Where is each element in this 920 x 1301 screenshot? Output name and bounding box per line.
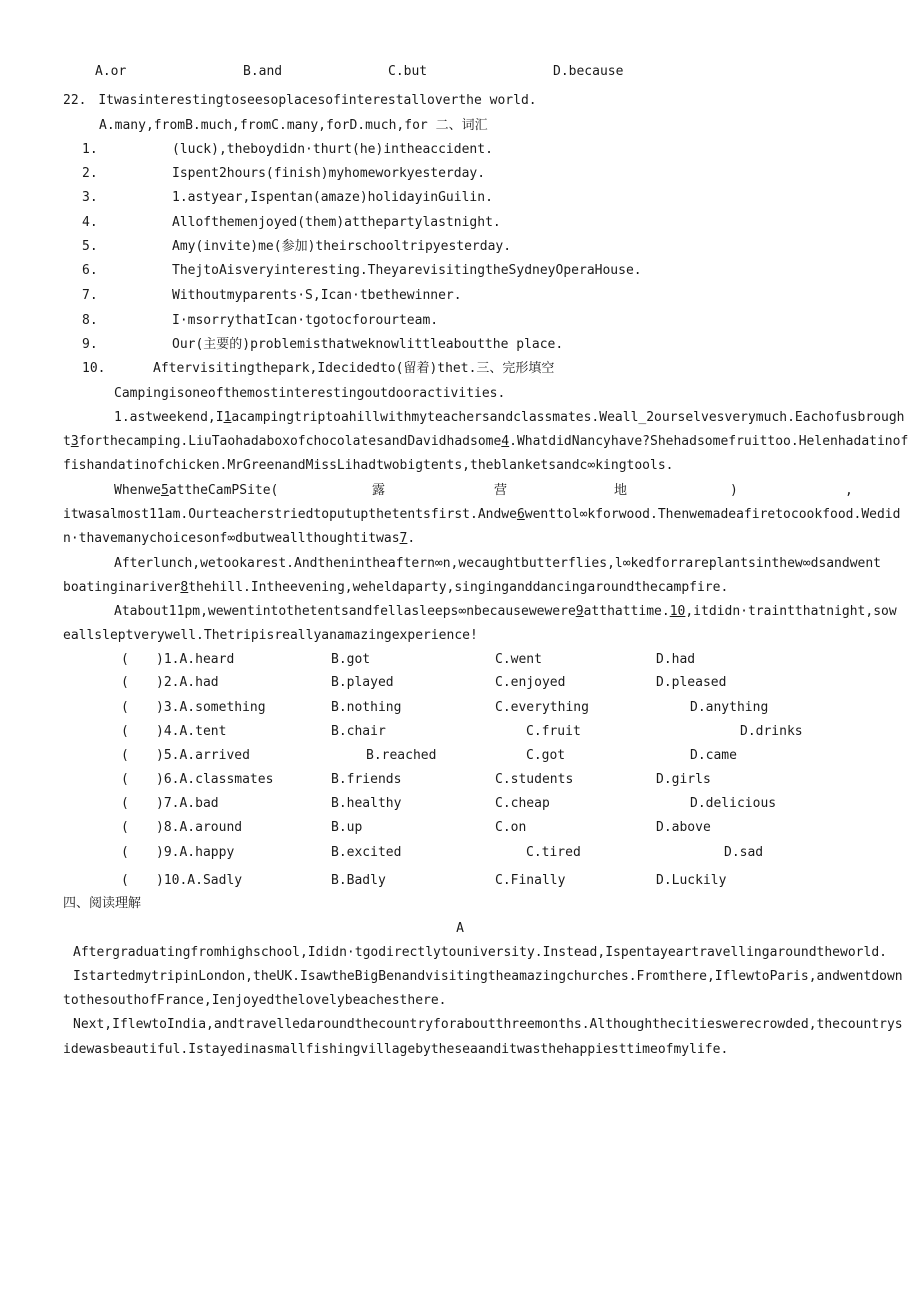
option-d: D.anything bbox=[690, 700, 769, 715]
answer-paren[interactable]: ( bbox=[121, 820, 129, 835]
vocab-text: Ispent2hours(finish)myhomeworkyesterday. bbox=[172, 166, 486, 181]
vocab-num: 5. bbox=[82, 239, 98, 254]
option-d: D.had bbox=[656, 652, 696, 667]
section-3-title: 三、完形填空 bbox=[476, 361, 555, 376]
passage-label: A bbox=[456, 921, 464, 936]
option-b: B.up bbox=[331, 820, 363, 835]
cloze-cjk: 地 bbox=[614, 483, 628, 498]
option-d: D.delicious bbox=[690, 796, 777, 811]
option-d: D.sad bbox=[724, 845, 764, 860]
q21-option-c: C.but bbox=[388, 64, 428, 79]
vocab-text: I·msorrythatIcan·tgotocforourteam. bbox=[172, 313, 439, 328]
option-a: )10.A.Sadly bbox=[156, 873, 243, 888]
cloze-text: Atabout11pm,wewentintothetentsandfellasleeps∞nbecausewewere bbox=[114, 604, 576, 619]
option-c: C.on bbox=[495, 820, 527, 835]
option-c: C.enjoyed bbox=[495, 675, 566, 690]
vocab-text: Withoutmyparents·S,Ican·tbethewinner. bbox=[172, 288, 462, 303]
vocab-num: 7. bbox=[82, 288, 98, 303]
option-c: C.got bbox=[526, 748, 566, 763]
blank-8: 8 bbox=[180, 580, 189, 595]
blank-10: 10 bbox=[669, 604, 686, 619]
blank-1: 1 bbox=[223, 410, 232, 425]
option-d: D.Luckily bbox=[656, 873, 727, 888]
blank-6: 6 bbox=[516, 507, 525, 522]
vocab-text bbox=[153, 361, 554, 377]
cloze-line bbox=[63, 507, 900, 523]
q21-option-d: D.because bbox=[553, 64, 624, 79]
blank-3: 3 bbox=[70, 434, 79, 449]
option-b: B.Badly bbox=[331, 873, 386, 888]
cloze-text: ,itdidn·traintthatnight,sow bbox=[685, 604, 897, 619]
option-a: )5.A.arrived bbox=[156, 748, 250, 763]
option-a: )3.A.something bbox=[156, 700, 266, 715]
option-c: C.students bbox=[495, 772, 574, 787]
cloze-text: thehill.Intheevening,weheldaparty,singinganddancingaroundthecampfire. bbox=[188, 580, 729, 595]
cloze-text: wenttol∞kforwood.Thenwemadeafiretocookfood.Wedid bbox=[524, 507, 901, 522]
cloze-cjk: 露 bbox=[372, 483, 386, 498]
cloze-text: n·thavemanychoicesonf∞dbutweallthoughtitwas bbox=[63, 531, 400, 546]
cloze-text: .WhatdidNancyhave?Shehadsomefruittoo.Helenhadatinof bbox=[509, 434, 909, 449]
cloze-line bbox=[63, 531, 415, 547]
cloze-line: eallsleptverywell.Thetripisreallyanamazingexperience! bbox=[63, 628, 478, 643]
q22-options-line bbox=[99, 118, 488, 134]
option-a: )2.A.had bbox=[156, 675, 219, 690]
blank-4: 4 bbox=[501, 434, 510, 449]
answer-paren[interactable]: ( bbox=[121, 700, 129, 715]
option-c: C.fruit bbox=[526, 724, 581, 739]
option-b: B.healthy bbox=[331, 796, 402, 811]
option-c: C.tired bbox=[526, 845, 581, 860]
section-4-title: 四、阅读理解 bbox=[63, 896, 142, 911]
option-d: D.pleased bbox=[656, 675, 727, 690]
reading-line: idewasbeautiful.Istayedinasmallfishingvillagebytheseaanditwasthehappiesttimeofmylife. bbox=[63, 1042, 729, 1057]
cloze-text: itwasalmost11am.Ourteacherstriedtoputupthetentsfirst.Andwe bbox=[63, 507, 517, 522]
reading-line: tothesouthofFrance,Ienjoyedthelovelybeachesthere. bbox=[63, 993, 447, 1008]
cloze-text: Whenwe bbox=[114, 483, 161, 498]
option-a: )9.A.happy bbox=[156, 845, 235, 860]
option-d: D.came bbox=[690, 748, 737, 763]
cloze-line bbox=[114, 410, 905, 426]
vocab-num: 3. bbox=[82, 190, 98, 205]
answer-paren[interactable]: ( bbox=[121, 796, 129, 811]
option-a: )1.A.heard bbox=[156, 652, 235, 667]
blank-9: 9 bbox=[575, 604, 584, 619]
cloze-text: 1.astweekend,I bbox=[114, 410, 224, 425]
cloze-line bbox=[114, 604, 897, 620]
cloze-line bbox=[114, 483, 278, 499]
cloze-text: t bbox=[63, 434, 71, 449]
answer-paren[interactable]: ( bbox=[121, 873, 129, 888]
option-a: )7.A.bad bbox=[156, 796, 219, 811]
reading-line: IstartedmytripinLondon,theUK.IsawtheBigBenandvisitingtheamazingchurches.Fromthere,IflewtoParis,andwentdown bbox=[73, 969, 903, 984]
option-a: )4.A.tent bbox=[156, 724, 227, 739]
answer-paren[interactable]: ( bbox=[121, 845, 129, 860]
option-d: D.above bbox=[656, 820, 711, 835]
cloze-cjk: 营 bbox=[494, 483, 508, 498]
cloze-text: atthattime. bbox=[583, 604, 670, 619]
q21-option-a: A.or bbox=[95, 64, 127, 79]
answer-paren[interactable]: ( bbox=[121, 652, 129, 667]
vocab-text: (luck),theboydidn·thurt(he)intheaccident. bbox=[172, 142, 493, 157]
reading-line: Aftergraduatingfromhighschool,Ididn·tgodirectlytouniversity.Instead,Ispentayeartravellingaroundtheworld. bbox=[73, 945, 887, 960]
option-a: )6.A.classmates bbox=[156, 772, 274, 787]
option-c: C.Finally bbox=[495, 873, 566, 888]
vocab-text-10: Aftervisitingthepark,Idecidedto(留着)thet. bbox=[153, 361, 477, 376]
option-c: C.cheap bbox=[495, 796, 550, 811]
q22-number: 22. bbox=[63, 93, 87, 108]
vocab-num: 8. bbox=[82, 313, 98, 328]
option-b: B.reached bbox=[366, 748, 437, 763]
answer-paren[interactable]: ( bbox=[121, 675, 129, 690]
cloze-text: forthecamping.LiuTaohadaboxofchocolatesandDavidhadsome bbox=[78, 434, 502, 449]
cloze-line bbox=[63, 434, 908, 450]
option-b: B.friends bbox=[331, 772, 402, 787]
answer-paren[interactable]: ( bbox=[121, 772, 129, 787]
vocab-num: 9. bbox=[82, 337, 98, 352]
reading-line: Next,IflewtoIndia,andtravelledaroundthecountryforaboutthreemonths.Althoughthecitieswerecrowded,thecountrys bbox=[73, 1017, 903, 1032]
vocab-text: Our(主要的)problemisthatweknowlittleaboutthe place. bbox=[172, 337, 564, 352]
cloze-text: boatinginariver bbox=[63, 580, 181, 595]
section-2-title: 二、词汇 bbox=[435, 118, 488, 133]
option-d: D.girls bbox=[656, 772, 711, 787]
vocab-text: ThejtoAisveryinteresting.TheyarevisitingtheSydneyOperaHouse. bbox=[172, 263, 642, 278]
cloze-comma: , bbox=[845, 483, 853, 498]
blank-7: 7 bbox=[399, 531, 408, 546]
cloze-line bbox=[63, 580, 728, 596]
vocab-text: Amy(invite)me(参加)theirschooltripyesterday. bbox=[172, 239, 512, 254]
option-b: B.nothing bbox=[331, 700, 402, 715]
cloze-line: Afterlunch,wetookarest.Andthenintheaftern∞n,wecaughtbutterflies,l∞kedforrareplantsinthew∞dsandwent bbox=[114, 556, 882, 571]
q22-line bbox=[63, 93, 537, 109]
vocab-text: 1.astyear,Ispentan(amaze)holidayinGuilin. bbox=[172, 190, 493, 205]
answer-paren[interactable]: ( bbox=[121, 748, 129, 763]
cloze-line: fishandatinofchicken.MrGreenandMissLihadtwobigtents,theblanketsandc∞kingtools. bbox=[63, 458, 674, 473]
q21-option-b: B.and bbox=[243, 64, 283, 79]
vocab-text: Allofthemenjoyed(them)atthepartylastnight. bbox=[172, 215, 501, 230]
option-b: B.played bbox=[331, 675, 394, 690]
option-b: B.excited bbox=[331, 845, 402, 860]
vocab-num: 10. bbox=[82, 361, 106, 376]
cloze-paren: ) bbox=[730, 483, 738, 498]
answer-paren[interactable]: ( bbox=[121, 724, 129, 739]
cloze-text: . bbox=[407, 531, 416, 546]
vocab-num: 1. bbox=[82, 142, 98, 157]
option-c: C.everything bbox=[495, 700, 589, 715]
option-a: )8.A.around bbox=[156, 820, 243, 835]
q22-stem: Itwasinterestingtoseesoplacesofinterestalloverthe world. bbox=[98, 93, 537, 108]
option-d: D.drinks bbox=[740, 724, 803, 739]
vocab-num: 6. bbox=[82, 263, 98, 278]
option-c: C.went bbox=[495, 652, 542, 667]
option-b: B.got bbox=[331, 652, 371, 667]
option-b: B.chair bbox=[331, 724, 386, 739]
blank-5: 5 bbox=[160, 483, 169, 498]
q22-options: A.many,fromB.much,fromC.many,forD.much,for bbox=[99, 118, 428, 133]
vocab-num: 4. bbox=[82, 215, 98, 230]
cloze-text: acampingtriptoahillwithmyteachersandclassmates.Weall_2ourselvesverymuch.Eachofusbrough bbox=[231, 410, 905, 425]
cloze-text: attheCamPSite( bbox=[168, 483, 279, 498]
cloze-intro: Campingisoneofthemostinterestingoutdooractivities. bbox=[114, 386, 506, 401]
vocab-num: 2. bbox=[82, 166, 98, 181]
